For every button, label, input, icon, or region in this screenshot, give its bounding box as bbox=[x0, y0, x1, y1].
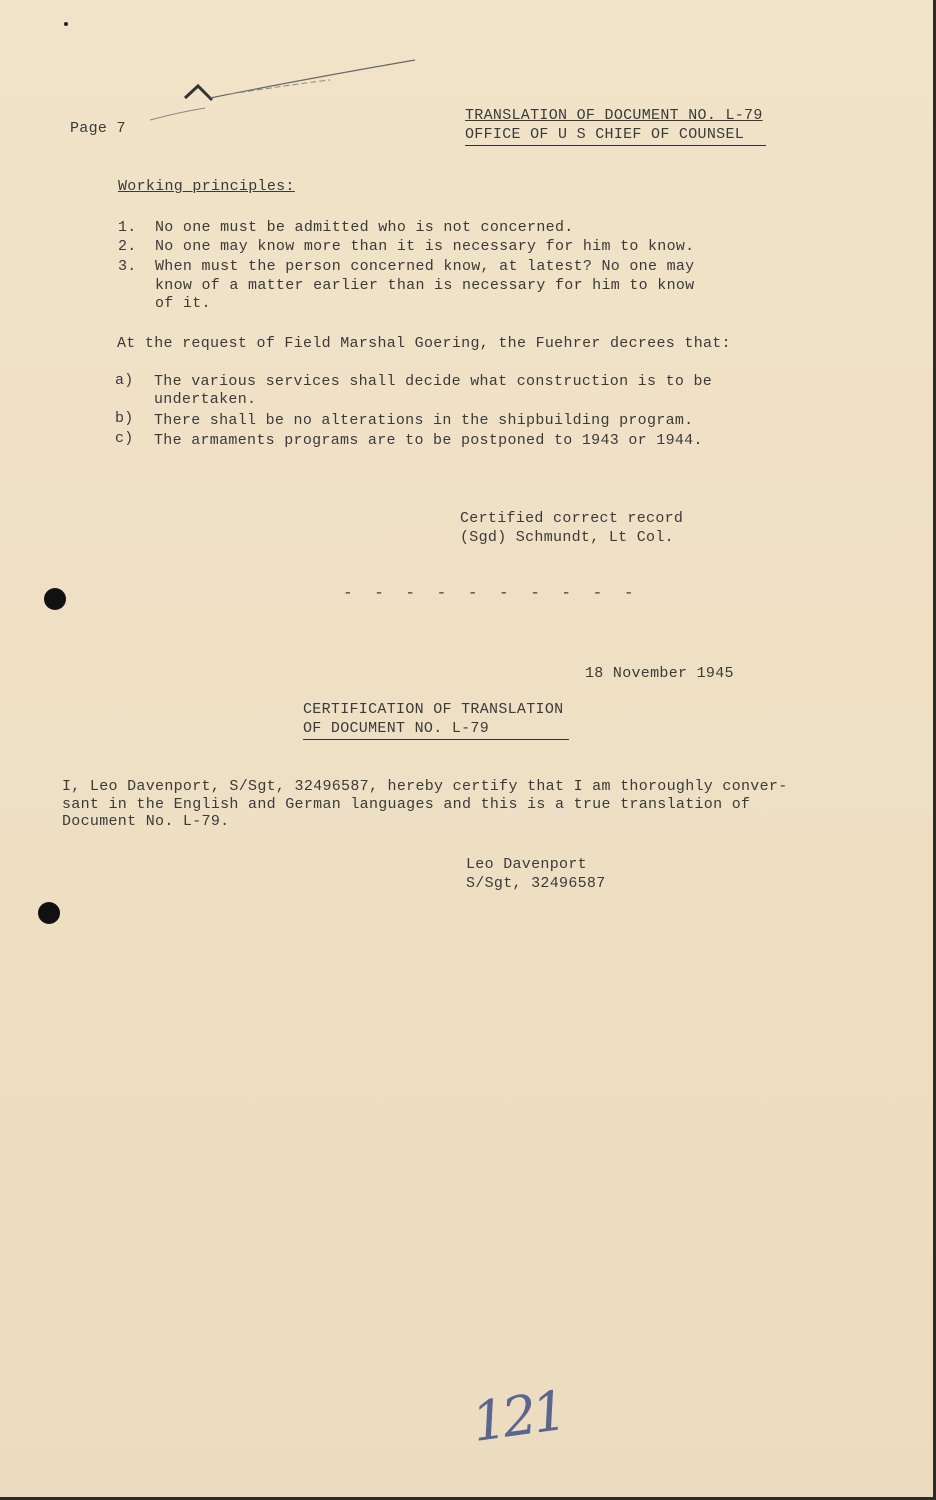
handwritten-page-number: 121 bbox=[468, 1378, 568, 1455]
certification-subtitle: OF DOCUMENT NO. L-79 bbox=[303, 720, 569, 740]
decree-text: There shall be no alterations in the shipbuilding program. bbox=[154, 412, 694, 429]
decree-label: c) bbox=[115, 430, 134, 447]
decree-label: b) bbox=[115, 410, 134, 427]
decree-text: The various services shall decide what construction is to be bbox=[154, 373, 713, 390]
principle-number: 1. bbox=[118, 219, 137, 236]
decree-label: a) bbox=[115, 372, 134, 389]
principle-text: When must the person concerned know, at latest? No one may bbox=[155, 258, 695, 275]
principle-text: know of a matter earlier than is necessary for him to know bbox=[155, 277, 695, 294]
principle-number: 2. bbox=[118, 238, 137, 255]
translator-rank: S/Sgt, 32496587 bbox=[466, 875, 606, 892]
document-title: TRANSLATION OF DOCUMENT NO. L-79 bbox=[465, 107, 763, 124]
office-line: OFFICE OF U S CHIEF OF COUNSEL bbox=[465, 126, 766, 146]
principle-text: No one must be admitted who is not concerned. bbox=[155, 219, 574, 236]
decree-text: undertaken. bbox=[154, 391, 257, 408]
decree-intro: At the request of Field Marshal Goering, the Fuehrer decrees that: bbox=[117, 335, 731, 352]
decree-text: The armaments programs are to be postponed to 1943 or 1944. bbox=[154, 432, 703, 449]
principle-text: No one may know more than it is necessary for him to know. bbox=[155, 238, 695, 255]
working-principles-heading: Working principles: bbox=[118, 178, 295, 195]
punch-hole-upper bbox=[44, 588, 66, 610]
ink-speck bbox=[64, 22, 68, 26]
page-label: Page 7 bbox=[70, 120, 126, 137]
section-separator: - - - - - - - - - - bbox=[343, 584, 640, 602]
record-certification: Certified correct record bbox=[460, 510, 684, 527]
certification-body: Document No. L-79. bbox=[62, 813, 230, 830]
punch-hole-lower bbox=[38, 902, 60, 924]
certification-body: sant in the English and German languages and this is a true translation of bbox=[62, 796, 751, 813]
principle-number: 3. bbox=[118, 258, 137, 275]
principle-text: of it. bbox=[155, 295, 211, 312]
certification-date: 18 November 1945 bbox=[585, 665, 734, 682]
record-signature: (Sgd) Schmundt, Lt Col. bbox=[460, 529, 674, 546]
certification-body: I, Leo Davenport, S/Sgt, 32496587, hereby certify that I am thoroughly conver- bbox=[62, 778, 788, 795]
translator-name: Leo Davenport bbox=[466, 856, 587, 873]
certification-title: CERTIFICATION OF TRANSLATION bbox=[303, 701, 564, 718]
